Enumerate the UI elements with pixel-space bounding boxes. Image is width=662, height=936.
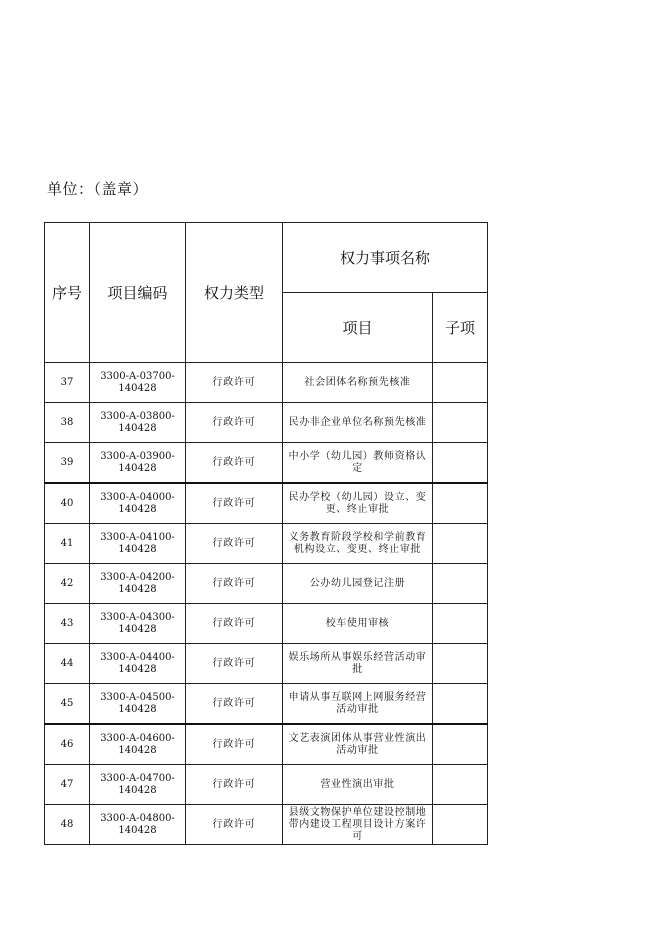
row-type: 行政许可	[186, 765, 283, 805]
table-row	[45, 403, 488, 443]
row-type: 行政许可	[186, 724, 283, 765]
row-subitem	[433, 805, 488, 845]
row-seq: 45	[45, 684, 90, 725]
row-type: 行政许可	[186, 604, 283, 644]
row-code: 3300-A-04000-140428	[90, 483, 186, 524]
table-row	[45, 443, 488, 484]
row-item: 民办非企业单位名称预先核准	[283, 403, 433, 443]
row-item: 民办学校（幼儿园）设立、变更、终止审批	[283, 483, 433, 524]
row-seq: 46	[45, 724, 90, 765]
row-subitem	[433, 363, 488, 403]
col-header-item: 项目	[283, 293, 433, 363]
row-code: 3300-A-03700-140428	[90, 363, 186, 403]
row-type: 行政许可	[186, 524, 283, 564]
row-seq: 39	[45, 443, 90, 484]
row-subitem	[433, 604, 488, 644]
col-header-type: 权力类型	[186, 223, 283, 363]
row-type: 行政许可	[186, 684, 283, 725]
row-item: 文艺表演团体从事营业性演出活动审批	[283, 724, 433, 765]
table-row	[45, 363, 488, 403]
row-code: 3300-A-04500-140428	[90, 684, 186, 725]
row-subitem	[433, 524, 488, 564]
row-code: 3300-A-03800-140428	[90, 403, 186, 443]
row-item: 中小学（幼儿园）教师资格认定	[283, 443, 433, 484]
row-item: 义务教育阶段学校和学前教育机构设立、变更、终止审批	[283, 524, 433, 564]
row-type: 行政许可	[186, 363, 283, 403]
power-items-table	[44, 222, 488, 845]
row-code: 3300-A-04100-140428	[90, 524, 186, 564]
row-code: 3300-A-03900-140428	[90, 443, 186, 484]
row-item: 营业性演出审批	[283, 765, 433, 805]
row-subitem	[433, 483, 488, 524]
row-type: 行政许可	[186, 805, 283, 845]
row-item: 申请从事互联网上网服务经营活动审批	[283, 684, 433, 725]
row-type: 行政许可	[186, 443, 283, 484]
table-row	[45, 524, 488, 564]
table-row	[45, 684, 488, 725]
row-seq: 43	[45, 604, 90, 644]
row-subitem	[433, 403, 488, 443]
row-code: 3300-A-04800-140428	[90, 805, 186, 845]
row-type: 行政许可	[186, 483, 283, 524]
row-subitem	[433, 724, 488, 765]
row-type: 行政许可	[186, 403, 283, 443]
table-row	[45, 604, 488, 644]
col-header-code: 项目编码	[90, 223, 186, 363]
row-seq: 37	[45, 363, 90, 403]
row-item: 社会团体名称预先核准	[283, 363, 433, 403]
row-item: 娱乐场所从事娱乐经营活动审批	[283, 644, 433, 684]
table-row	[45, 724, 488, 765]
row-seq: 42	[45, 564, 90, 604]
row-seq: 44	[45, 644, 90, 684]
table-body	[45, 363, 488, 845]
table-row	[45, 483, 488, 524]
col-header-subitem: 子项	[433, 293, 488, 363]
row-item: 校车使用审核	[283, 604, 433, 644]
row-seq: 38	[45, 403, 90, 443]
row-item: 县级文物保护单位建设控制地带内建设工程项目设计方案许可	[283, 805, 433, 845]
col-header-seq: 序号	[45, 223, 90, 363]
row-seq: 48	[45, 805, 90, 845]
row-seq: 41	[45, 524, 90, 564]
col-header-name-group: 权力事项名称	[283, 223, 488, 293]
row-seq: 47	[45, 765, 90, 805]
row-code: 3300-A-04700-140428	[90, 765, 186, 805]
row-code: 3300-A-04300-140428	[90, 604, 186, 644]
row-code: 3300-A-04400-140428	[90, 644, 186, 684]
table-row	[45, 644, 488, 684]
row-subitem	[433, 564, 488, 604]
row-subitem	[433, 644, 488, 684]
row-code: 3300-A-04200-140428	[90, 564, 186, 604]
table-row	[45, 564, 488, 604]
row-subitem	[433, 684, 488, 725]
row-type: 行政许可	[186, 644, 283, 684]
table-row	[45, 765, 488, 805]
row-seq: 40	[45, 483, 90, 524]
row-item: 公办幼儿园登记注册	[283, 564, 433, 604]
table-row	[45, 805, 488, 845]
row-code: 3300-A-04600-140428	[90, 724, 186, 765]
row-type: 行政许可	[186, 564, 283, 604]
unit-seal-label: 单位：（盖章）	[47, 180, 149, 198]
row-subitem	[433, 765, 488, 805]
row-subitem	[433, 443, 488, 484]
